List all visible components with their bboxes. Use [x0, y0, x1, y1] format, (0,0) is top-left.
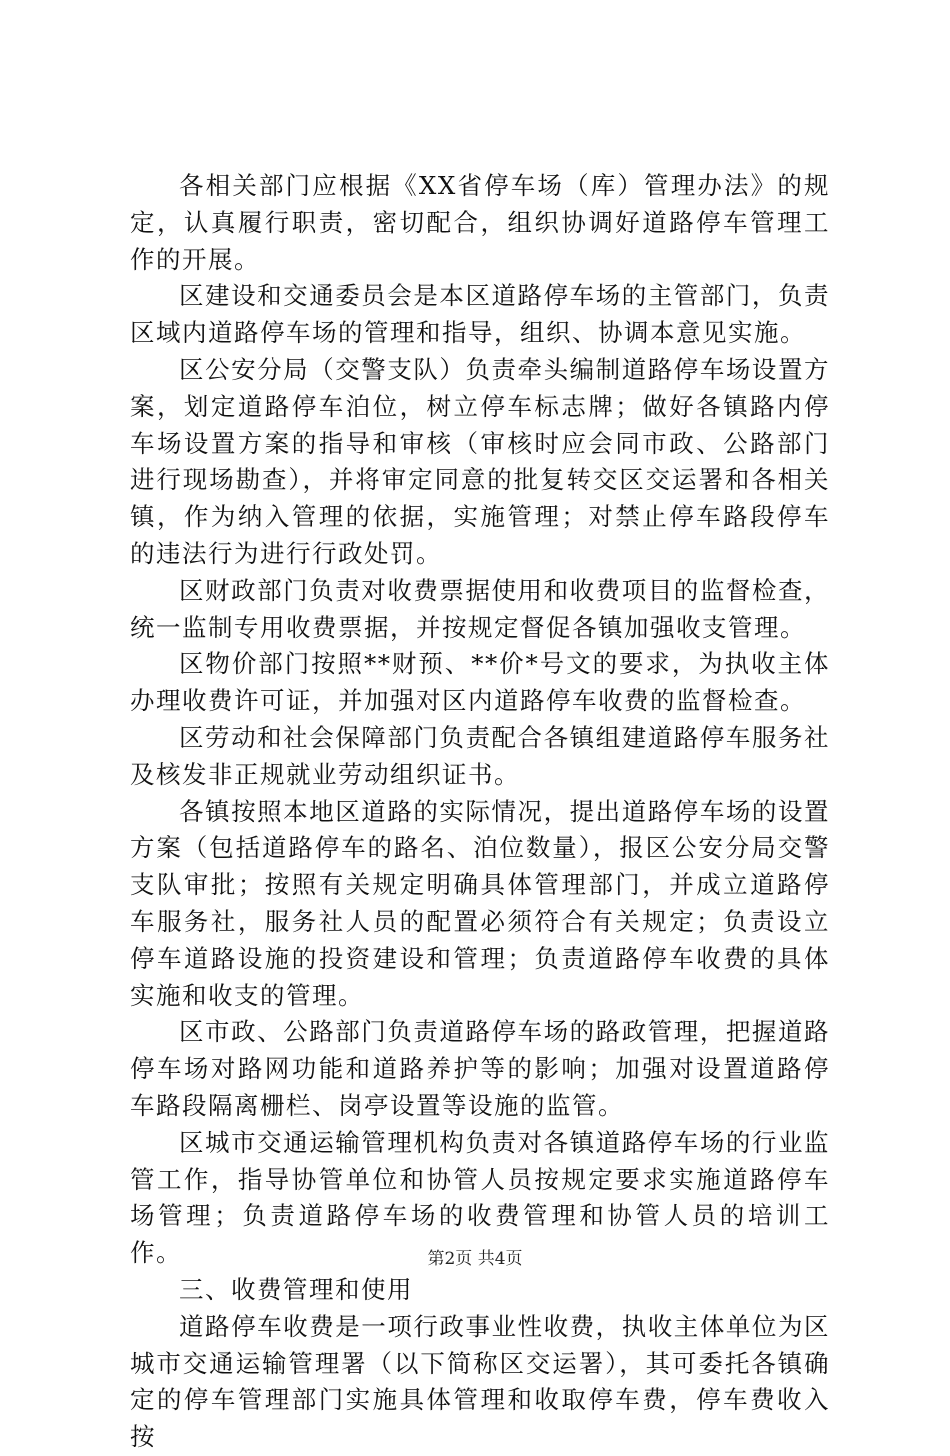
paragraph-labor-social-security: 区劳动和社会保障部门负责配合各镇组建道路停车服务社及核发非正规就业劳动组织证书。	[130, 722, 830, 789]
paragraph-departments-duties: 各相关部门应根据《XX省停车场（库）管理办法》的规定，认真履行职责，密切配合，组织协调好道路停车管理工作的开展。	[130, 171, 830, 274]
paragraph-towns: 各镇按照本地区道路的实际情况，提出道路停车场的设置方案（包括道路停车的路名、泊位数量），报区公安分局交警支队审批；按照有关规定明确具体管理部门，并成立道路停车服务社，服务社人员的配置必须符合有关规定；负责设立停车道路设施的投资建设和管理；负责道路停车收费的具体实施和收支的管理。	[130, 796, 830, 1010]
page-footer: 第2页 共4页	[427, 1249, 523, 1269]
section-heading: 三、收费管理和使用	[179, 1274, 413, 1304]
paragraph-urban-transport-agency: 区城市交通运输管理机构负责对各镇道路停车场的行业监管工作，指导协管单位和协管人员按规定要求实施道路停车场管理；负责道路停车场的收费管理和协管人员的培训工作。	[130, 1127, 830, 1268]
paragraph-finance-department: 区财政部门负责对收费票据使用和收费项目的监督检查，统一监制专用收费票据，并按规定督促各镇加强收支管理。	[130, 575, 830, 642]
paragraph-price-department: 区物价部门按照**财预、**价*号文的要求，为执收主体办理收费许可证，并加强对区内道路停车收费的监督检查。	[130, 649, 830, 716]
paragraph-public-security-bureau: 区公安分局（交警支队）负责牵头编制道路停车场设置方案，划定道路停车泊位，树立停车标志牌；做好各镇路内停车场设置方案的指导和审核（审核时应会同市政、公路部门进行现场勘查），并将审定同意的批复转交区交运署和各相关镇，作为纳入管理的依据，实施管理；对禁止停车路段停车的违法行为进行行政处罚。	[130, 354, 830, 568]
paragraph-parking-fees: 道路停车收费是一项行政事业性收费，执收主体单位为区城市交通运输管理署（以下简称区交运署），其可委托各镇确定的停车管理部门实施具体管理和收取停车费，停车费收入按	[130, 1311, 830, 1452]
paragraph-municipal-highway: 区市政、公路部门负责道路停车场的路政管理，把握道路停车场对路网功能和道路养护等的影响；加强对设置道路停车路段隔离栅栏、岗亭设置等设施的监管。	[130, 1017, 830, 1120]
paragraph-construction-transport-committee: 区建设和交通委员会是本区道路停车场的主管部门，负责区域内道路停车场的管理和指导，组织、协调本意见实施。	[130, 281, 830, 348]
